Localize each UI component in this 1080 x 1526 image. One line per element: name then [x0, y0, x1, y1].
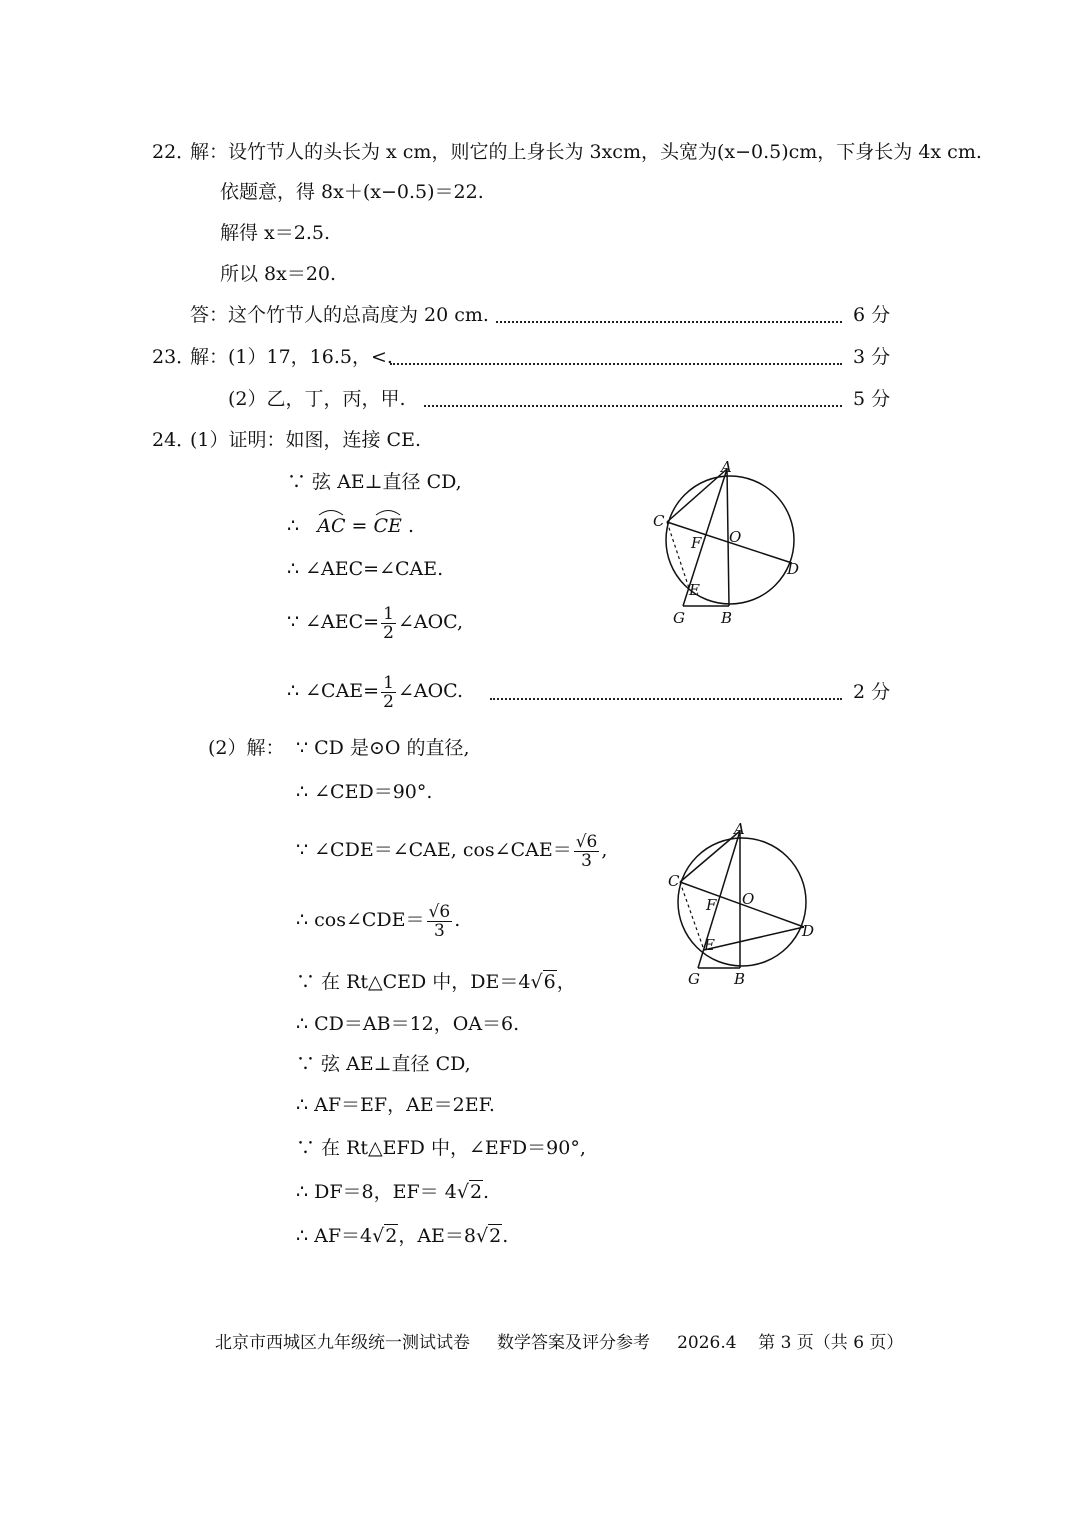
q23-leader-dots-2: [424, 405, 842, 407]
q24-p2-line5: ∵ 在 Rt△CED 中，DE＝4√6，: [296, 971, 576, 993]
fraction-half: $\frac{1}{2}$: [383, 603, 394, 643]
arc-ac: AC: [317, 514, 345, 538]
q22-score: 6 分: [853, 304, 891, 326]
therefore-symbol: ∴: [287, 515, 300, 537]
page-footer: [215, 1328, 903, 1353]
q23-leader-dots-1: [390, 363, 842, 365]
label-g: G: [673, 609, 685, 627]
footer-date: 2026.4: [677, 1333, 737, 1353]
fraction-sqrt6-over-3: $\frac{√6}{3}$: [575, 831, 598, 871]
q24-p2-line11: ∴ AF＝4√2，AE＝8√2.: [296, 1225, 509, 1247]
q24-score-1: 2 分: [853, 681, 891, 703]
q24-p2-line6: ∴ CD＝AB＝12，OA＝6.: [296, 1013, 520, 1035]
label-d: D: [787, 560, 800, 578]
sqrt-2: √2: [456, 1181, 483, 1203]
fraction-sqrt6-over-3: $\frac{√6}{3}$: [428, 901, 451, 941]
label-c: C: [653, 512, 665, 530]
q24-p1-line5: ∴ ∠CAE= $\frac{1}{2}$ ∠AOC.: [287, 672, 464, 712]
q23-score-1: 3 分: [853, 346, 891, 368]
label-d: D: [802, 922, 815, 940]
q24-p1-line4: ∵ ∠AEC= $\frac{1}{2}$ ∠AOC,: [287, 603, 464, 643]
q22-leader-dots: [496, 321, 842, 323]
label-e: E: [704, 936, 715, 954]
q24-p2-line4: ∴ cos∠CDE＝ $\frac{√6}{3}$ .: [296, 901, 461, 941]
label-o: O: [742, 890, 755, 908]
q24-part1-head: (1）证明：如图，连接 CE.: [190, 429, 421, 451]
q24-p2-line1: ∵ CD 是⊙O 的直径,: [296, 737, 470, 759]
sqrt-6: √6: [530, 971, 556, 993]
label-e: E: [689, 581, 700, 599]
q23-line1: 解：(1）17，16.5，<.: [190, 346, 393, 368]
footer-subject: 数学答案及评分参考: [497, 1333, 651, 1353]
q24-p2-line7: ∵ 弦 AE⊥直径 CD,: [296, 1053, 471, 1075]
q23-line2: (2）乙，丁，丙，甲.: [228, 388, 406, 410]
q24-p1-line1: ∵ 弦 AE⊥直径 CD,: [287, 471, 462, 493]
q24-p2-line10: ∴ DF＝8，EF＝ 4√2.: [296, 1181, 490, 1203]
q24-p2-line8: ∴ AF＝EF，AE＝2EF.: [296, 1094, 495, 1116]
q24-number: 24．: [152, 429, 196, 451]
sqrt-2: √2: [372, 1225, 398, 1247]
q22-number: 22．: [152, 141, 196, 163]
label-g: G: [688, 970, 700, 988]
label-f: F: [706, 896, 717, 914]
q23-number: 23．: [152, 346, 196, 368]
q22-line4: 所以 8x＝20.: [220, 263, 337, 285]
footer-page: 第 3 页（共 6 页）: [758, 1333, 904, 1353]
q24-part2-head: (2）解：: [208, 737, 285, 759]
label-b: B: [734, 970, 746, 988]
q22-line3: 解得 x＝2.5.: [220, 222, 331, 244]
label-f: F: [691, 534, 702, 552]
sqrt-2: √2: [476, 1225, 502, 1247]
q24-p1-line3: ∴ ∠AEC=∠CAE.: [287, 558, 444, 580]
q24-leader-dots-1: [490, 698, 842, 700]
footer-title: 北京市西城区九年级统一测试试卷: [215, 1333, 470, 1353]
label-a: A: [721, 460, 732, 476]
label-o: O: [729, 528, 742, 546]
label-c: C: [668, 872, 680, 890]
q24-p2-line2: ∴ ∠CED＝90°.: [296, 781, 433, 803]
q24-p1-line2: ∴ AC = CE .: [287, 514, 414, 538]
fraction-half: $\frac{1}{2}$: [383, 672, 394, 712]
q23-score-2: 5 分: [853, 388, 891, 410]
label-a: A: [734, 822, 745, 838]
q22-answer: 答：这个竹节人的总高度为 20 cm.: [190, 304, 489, 326]
circle-figure-1: [645, 460, 815, 630]
circle-figure-2: [662, 822, 832, 992]
arc-ce: CE: [374, 514, 402, 538]
q22-line2: 依题意，得 8x＋(x−0.5)＝22.: [220, 181, 484, 203]
q22-line1: 解：设竹节人的头长为 x cm，则它的上身长为 3xcm，头宽为(x−0.5)cm，下身长为 4x cm.: [190, 141, 982, 163]
q24-p2-line9: ∵ 在 Rt△EFD 中，∠EFD＝90°,: [296, 1137, 586, 1159]
label-b: B: [721, 609, 733, 627]
q24-p2-line3: ∵ ∠CDE＝∠CAE, cos∠CAE＝ $\frac{√6}{3}$ ,: [296, 831, 608, 871]
